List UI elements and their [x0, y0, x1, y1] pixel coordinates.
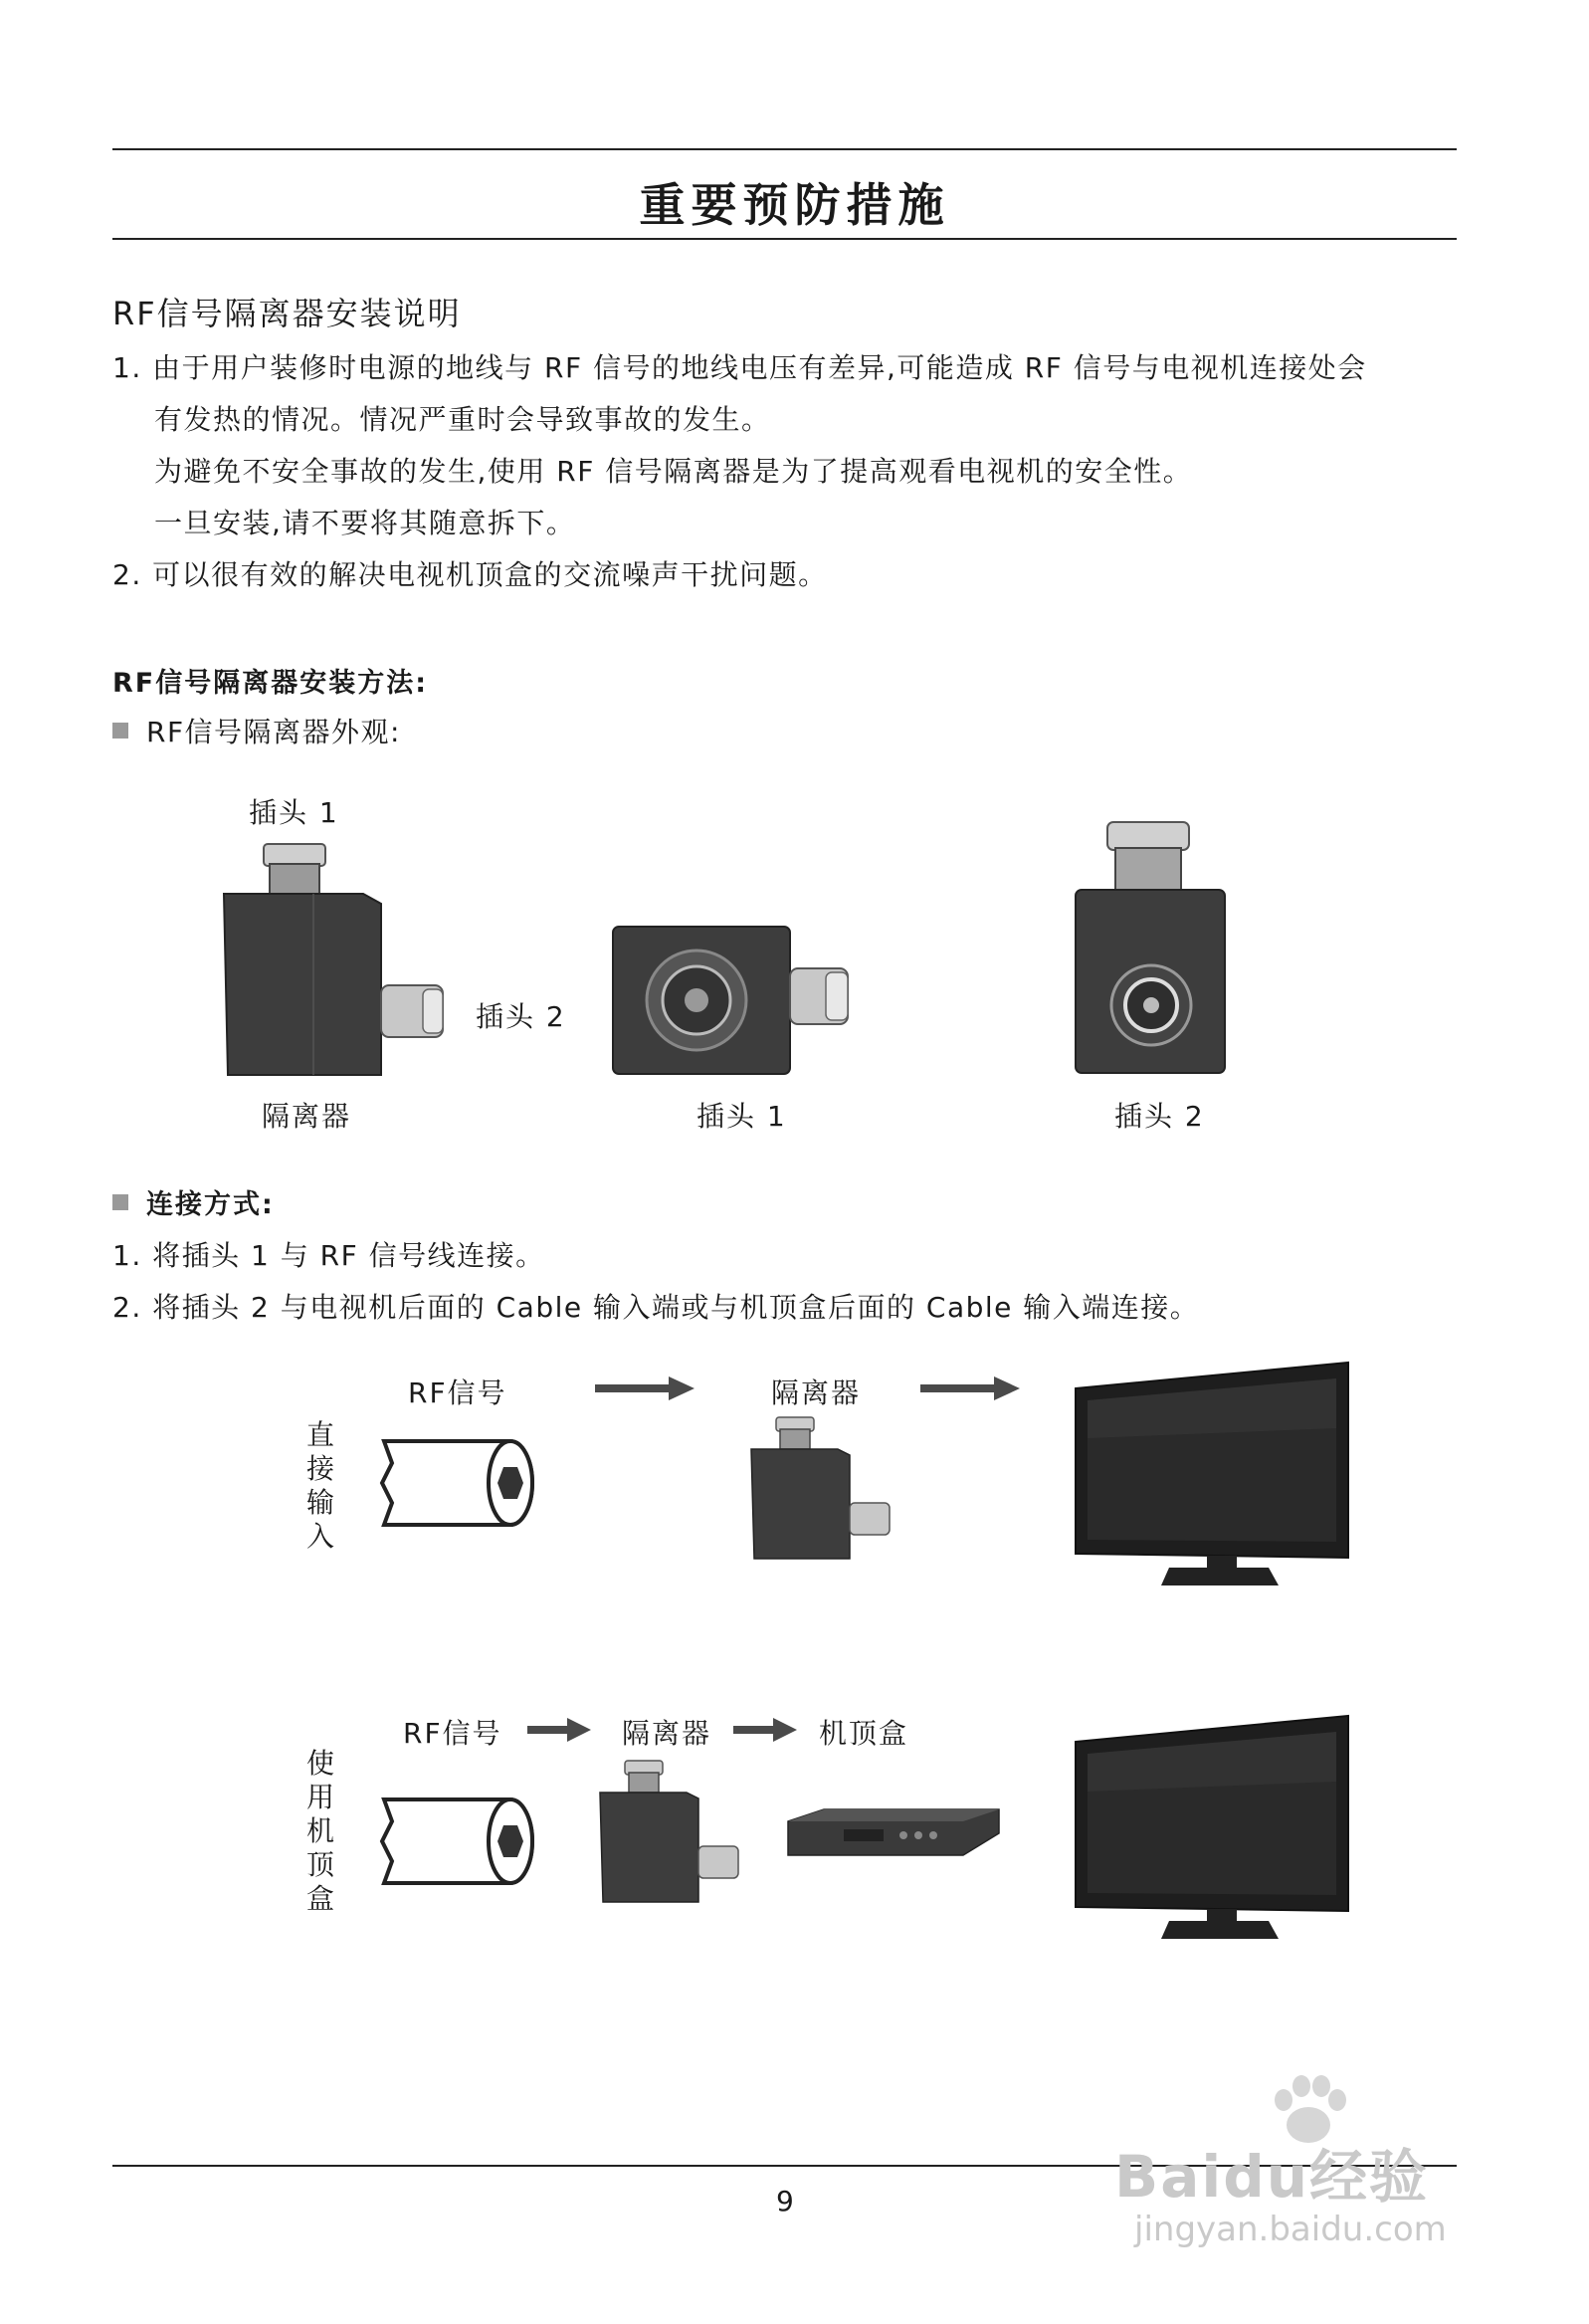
- connection-line-1: 1. 将插头 1 与 RF 信号线连接。: [112, 1239, 545, 1272]
- rf-cable-icon: [376, 1792, 545, 1891]
- label-plug1-top: 插头 1: [249, 796, 339, 829]
- page-title: 重要预防措施: [639, 178, 950, 232]
- diagram2-isolator-label: 隔离器: [622, 1717, 712, 1750]
- tv-icon: [1070, 1359, 1353, 1617]
- arrow-icon: [733, 1718, 797, 1742]
- section-heading-instructions: RF信号隔离器安装说明: [112, 295, 462, 332]
- diagram2-side-label: [303, 1747, 337, 1916]
- title-underline: [112, 238, 1457, 240]
- diagram2-stb-label: 机顶盒: [819, 1717, 909, 1750]
- diagram1-rf-label: RF信号: [408, 1376, 507, 1409]
- arrow-icon: [920, 1376, 1020, 1400]
- watermark-url: jingyan.baidu.com: [1134, 2210, 1447, 2249]
- arrow-icon: [595, 1376, 695, 1400]
- isolator-icon: [746, 1413, 895, 1563]
- square-bullet-icon: [112, 723, 128, 739]
- connection-bullet: [112, 1182, 275, 1221]
- square-bullet-icon: [112, 1194, 128, 1210]
- instruction-line-1: 1. 由于用户装修时电源的地线与 RF 信号的地线电压有差异,可能造成 RF 信号与电视机连接处会: [112, 351, 1367, 384]
- diagram1-isolator-label: 隔离器: [771, 1376, 862, 1409]
- arrow-icon: [527, 1718, 591, 1742]
- instruction-line-3: 为避免不安全事故的发生,使用 RF 信号隔离器是为了提高观看电视机的安全性。: [154, 455, 1193, 488]
- connection-line-2: 2. 将插头 2 与电视机后面的 Cable 输入端或与机顶盒后面的 Cable 输入端连接。: [112, 1291, 1200, 1324]
- label-isolator: 隔离器: [262, 1100, 352, 1133]
- top-rule: [112, 148, 1457, 150]
- diagram2-rf-label: RF信号: [403, 1717, 502, 1750]
- label-plug1: 插头 1: [696, 1100, 787, 1133]
- label-plug2: 插头 2: [1114, 1100, 1205, 1133]
- page-number: 9: [776, 2185, 794, 2218]
- isolator-icon: [595, 1757, 744, 1906]
- connection-bullet-text: 连接方式:: [146, 1189, 275, 1220]
- side-char: 接: [305, 1452, 334, 1485]
- side-char: 输: [305, 1486, 334, 1519]
- watermark-brand: Baidu经验: [1114, 2143, 1430, 2211]
- set-top-box-icon: [784, 1803, 1003, 1863]
- diagram1-side-label: [303, 1418, 337, 1554]
- side-char: 机: [305, 1814, 334, 1847]
- watermark: [1114, 2070, 1492, 2269]
- isolator-photo: [214, 836, 453, 1085]
- label-plug2-side: 插头 2: [476, 1000, 566, 1033]
- instruction-line-5: 2. 可以很有效的解决电视机顶盒的交流噪声干扰问题。: [112, 558, 828, 591]
- instruction-line-2: 有发热的情况。情况严重时会导致事故的发生。: [154, 403, 771, 436]
- side-char: 盒: [305, 1882, 334, 1915]
- plug1-photo: [607, 921, 856, 1080]
- side-char: 直: [305, 1418, 334, 1451]
- side-char: 顶: [305, 1848, 334, 1881]
- plug2-photo: [1070, 816, 1234, 1080]
- instruction-line-4: 一旦安装,请不要将其随意拆下。: [154, 507, 576, 539]
- appearance-bullet: [112, 711, 401, 750]
- tv-icon: [1070, 1712, 1353, 1971]
- side-char: 入: [305, 1520, 334, 1553]
- section-heading-method: RF信号隔离器安装方法:: [112, 668, 429, 699]
- side-char: 使: [305, 1747, 334, 1780]
- rf-cable-icon: [376, 1433, 545, 1533]
- side-char: 用: [305, 1781, 334, 1813]
- appearance-bullet-text: RF信号隔离器外观:: [146, 716, 401, 748]
